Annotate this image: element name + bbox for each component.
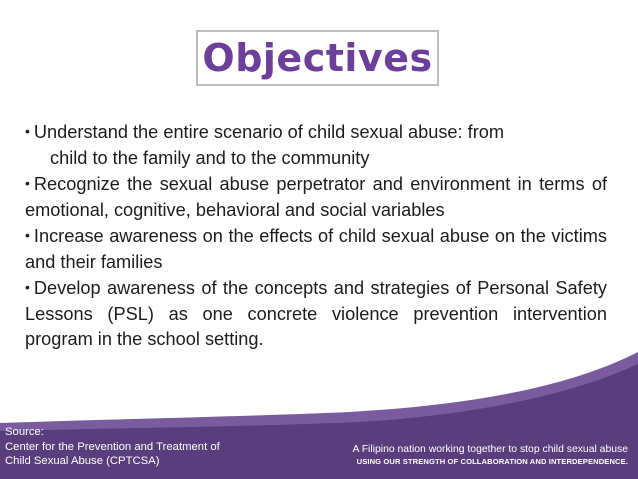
objective-text: Recognize the sexual abuse perpetrator and environment in terms of emotional, cognitive, behavioral and social variables (25, 174, 607, 220)
objective-text: Understand the entire scenario of child sexual abuse: from (33, 122, 505, 142)
objective-text: Develop awareness of the concepts and strategies of Personal Safety Lessons (PSL) as one concrete violence prevention intervention program in the school setting. (25, 278, 607, 349)
source-line: Child Sexual Abuse (CPTCSA) (5, 455, 160, 467)
bullet-icon: • (25, 123, 30, 139)
source-label: Source: (5, 426, 44, 438)
bullet-icon: • (25, 227, 30, 243)
objective-text: child to the family and to the community (50, 147, 370, 168)
objective-text: Increase awareness on the effects of child sexual abuse on the victims and their families (25, 226, 607, 272)
tagline-block (352, 443, 628, 468)
bullet-icon: • (25, 175, 30, 191)
page-title: Objectives (202, 36, 433, 80)
subtagline: USING OUR STRENGTH OF COLLABORATION AND INTERDEPENDENCE. (356, 457, 628, 466)
bullet-icon: • (25, 279, 30, 295)
butterfly-logo-icon (0, 0, 46, 44)
source-credit (5, 425, 220, 469)
source-line: Center for the Prevention and Treatment of (5, 440, 220, 453)
tagline: A Filipino nation working together to stop child sexual abuse (352, 444, 628, 455)
